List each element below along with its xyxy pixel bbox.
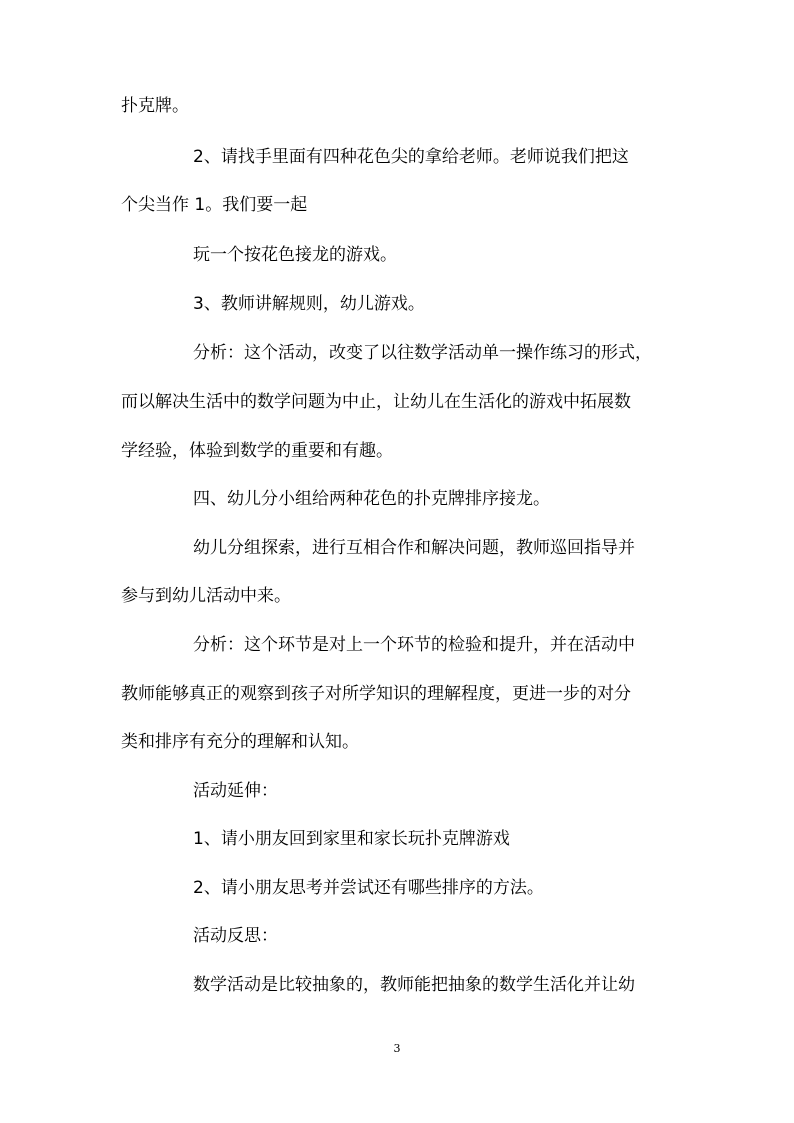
list-item: 1、请小朋友回到家里和家长玩扑克牌游戏 (193, 829, 510, 849)
section-heading: 四、幼儿分小组给两种花色的扑克牌排序接龙。 (193, 489, 550, 509)
page-number: 3 (393, 1042, 401, 1055)
text-line: 教师能够真正的观察到孩子对所学知识的理解程度，更进一步的对分 (121, 684, 631, 704)
section-heading: 活动反思： (193, 926, 278, 946)
text-line: 学经验，体验到数学的重要和有趣。 (121, 441, 393, 461)
text-line: 3、教师讲解规则，幼儿游戏。 (193, 294, 425, 314)
section-heading: 活动延伸： (193, 781, 278, 801)
text-line: 而以解决生活中的数学问题为中止，让幼儿在生活化的游戏中拓展数 (121, 392, 631, 412)
text-line: 分析：这个活动，改变了以往数学活动单一操作练习的形式， (193, 343, 652, 363)
text-line: 数学活动是比较抽象的，教师能把抽象的数学生活化并让幼 (193, 975, 635, 995)
text-line: 个尖当作 1。我们要一起 (121, 195, 308, 215)
text-line: 幼儿分组探索，进行互相合作和解决问题，教师巡回指导并 (193, 538, 635, 558)
text-line: 类和排序有充分的理解和认知。 (121, 732, 359, 752)
text-line: 分析：这个环节是对上一个环节的检验和提升，并在活动中 (193, 635, 635, 655)
text-line: 2、请找手里面有四种花色尖的拿给老师。老师说我们把这 (193, 147, 629, 167)
list-item: 2、请小朋友思考并尝试还有哪些排序的方法。 (193, 878, 544, 898)
text-line: 参与到幼儿活动中来。 (121, 586, 291, 606)
text-line: 扑克牌。 (121, 96, 189, 116)
text-line: 玩一个按花色接龙的游戏。 (193, 245, 397, 265)
